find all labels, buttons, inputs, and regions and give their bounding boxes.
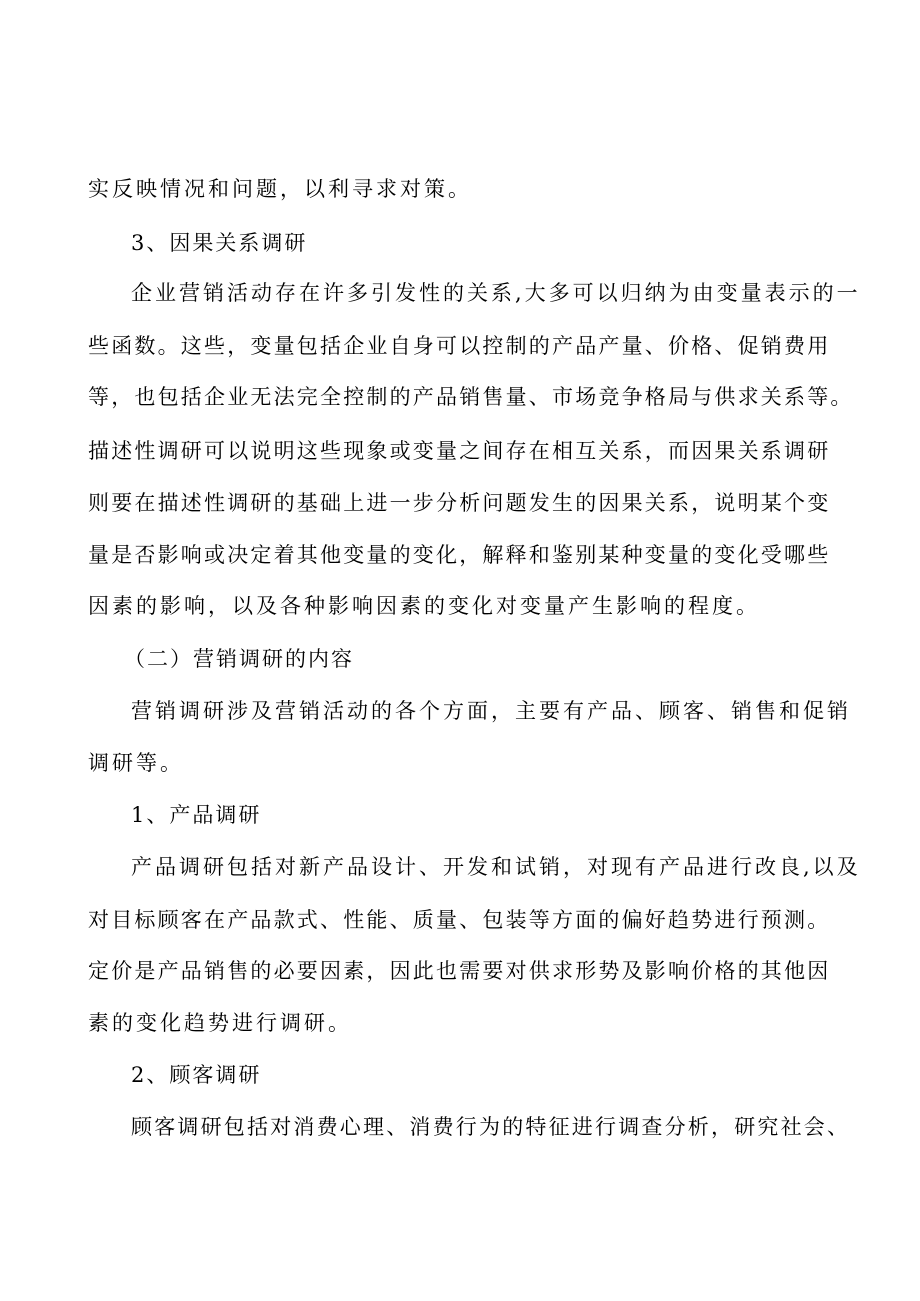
paragraph-line: 顾客调研包括对消费心理、消费行为的特征进行调查分析，研究社会、 xyxy=(131,1115,851,1139)
section-heading: 3、因果关系调研 xyxy=(131,231,308,255)
section-heading: 1、产品调研 xyxy=(131,803,262,827)
paragraph-line: 实反映情况和问题，以利寻求对策。 xyxy=(88,177,472,201)
section-heading: 2、顾客调研 xyxy=(131,1063,262,1087)
paragraph-line: 定价是产品销售的必要因素，因此也需要对供求形势及影响价格的其他因 xyxy=(88,959,831,983)
paragraph-line: 因素的影响，以及各种影响因素的变化对变量产生影响的程度。 xyxy=(88,594,760,618)
paragraph-line: 对目标顾客在产品款式、性能、质量、包装等方面的偏好趋势进行预测。 xyxy=(88,908,831,932)
paragraph-line: 描述性调研可以说明这些现象或变量之间存在相互关系，而因果关系调研 xyxy=(88,439,831,463)
paragraph-line: 调研等。 xyxy=(88,751,184,775)
paragraph-line: 营销调研涉及营销活动的各个方面，主要有产品、顾客、销售和促销 xyxy=(131,699,851,723)
paragraph-line: 企业营销活动存在许多引发性的关系,大多可以归纳为由变量表示的一 xyxy=(131,281,861,305)
paragraph-line: 量是否影响或决定着其他变量的变化，解释和鉴别某种变量的变化受哪些 xyxy=(88,543,831,567)
paragraph-line: 素的变化趋势进行调研。 xyxy=(88,1011,352,1035)
paragraph-line: 些函数。这些，变量包括企业自身可以控制的产品产量、价格、促销费用 xyxy=(88,334,831,358)
paragraph-line: 产品调研包括对新产品设计、开发和试销，对现有产品进行改良,以及 xyxy=(131,855,861,879)
paragraph-line: 等，也包括企业无法完全控制的产品销售量、市场竞争格局与供求关系等。 xyxy=(88,385,854,409)
paragraph-line: 则要在描述性调研的基础上进一步分析问题发生的因果关系，说明某个变 xyxy=(88,491,831,515)
section-heading: （二）营销调研的内容 xyxy=(124,647,354,671)
